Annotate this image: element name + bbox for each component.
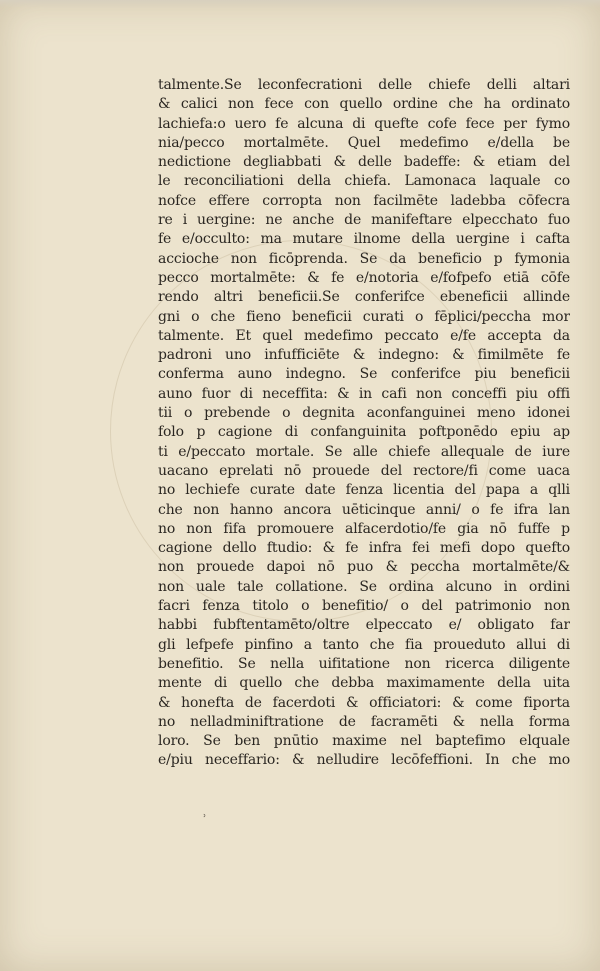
text-line: no lechiefe curate date fenza licentia del papa a qlli	[158, 482, 570, 499]
text-block	[158, 76, 570, 771]
text-line: conferma auno indegno. Se conferifce piu beneficii	[158, 366, 570, 383]
page-edge	[0, 0, 600, 8]
text-line: nofce effere corropta non facilmēte ladebba cōfecra	[158, 192, 570, 209]
text-line: pecco mortalmēte: & fe e/notoria e/fofpefo etiā cōfe	[158, 269, 570, 286]
text-line: rendo altri beneficii.Se conferifce ebeneficii allinde	[158, 289, 570, 306]
text-line: accioche non ficōprenda. Se da beneficio p fymonia	[158, 250, 570, 267]
text-line: mente di quello che debba maximamente della uita	[158, 675, 570, 692]
text-line: lachiefa:o uero fe alcuna di quefte cofe fece per fymo	[158, 115, 570, 132]
text-line: cagione dello ftudio: & fe infra fei mefi dopo quefto	[158, 540, 570, 557]
text-line: fe e/occulto: ma mutare ilnome della uergine i cafta	[158, 231, 570, 248]
text-line: non uale tale collatione. Se ordina alcuno in ordini	[158, 578, 570, 595]
text-line: padroni uno infufficiēte & indegno: & fimilmēte fe	[158, 347, 570, 364]
text-line: gni o che fieno beneficii curati o fēplici/peccha mor	[158, 308, 570, 325]
text-line: benefitio. Se nella uifitatione non ricerca diligente	[158, 655, 570, 672]
text-line: nedictione degliabbati & delle badeffe: & etiam del	[158, 154, 570, 171]
text-line: che non hanno ancora uēticinque anni/ o fe ifra lan	[158, 501, 570, 518]
text-line: gli lefpefe pinfino a tanto che fia proueduto allui di	[158, 636, 570, 653]
text-line: ti e/peccato mortale. Se alle chiefe allequale de iure	[158, 443, 570, 460]
text-line: uacano eprelati nō prouede del rectore/fi come uaca	[158, 462, 570, 479]
text-line: loro. Se ben pnūtio maxime nel baptefimo elquale	[158, 733, 570, 750]
text-line: nia/pecco mortalmēte. Quel medefimo e/della be	[158, 134, 570, 151]
text-line: folo p cagione di confanguinita poftponēdo epiu ap	[158, 424, 570, 441]
stray-ink-mark: ʾ	[203, 812, 207, 826]
text-line: facri fenza titolo o benefitio/ o del patrimonio non	[158, 598, 570, 615]
text-line: auno fuor di neceffita: & in cafi non conceffi piu offi	[158, 385, 570, 402]
text-line: no nelladminiftratione de facramēti & nella forma	[158, 713, 570, 730]
text-line: talmente.Se leconfecrationi delle chiefe delli altari	[158, 77, 570, 93]
text-line: talmente. Et quel medefimo peccato e/fe accepta da	[158, 327, 570, 344]
text-line: & honefta de facerdoti & officiatori: & come fiporta	[158, 694, 570, 711]
text-line: no non fifa promouere alfacerdotio/fe gia nō fuffe p	[158, 520, 570, 537]
text-line: e/piu neceffario: & nelludire lecōfeffioni. In che mo	[158, 752, 570, 769]
text-line: non prouede dapoi nō puo & peccha mortalmēte/&	[158, 559, 570, 576]
text-line: tii o prebende o degnita aconfanguinei meno idonei	[158, 405, 570, 422]
text-line: habbi fubftentamēto/oltre elpeccato e/ obligato far	[158, 617, 570, 634]
text-line: & calici non fece con quello ordine che ha ordinato	[158, 96, 570, 113]
text-line: re i uergine: ne anche de manifeftare elpecchato fuo	[158, 212, 570, 229]
text-line: le reconciliationi della chiefa. Lamonaca laquale co	[158, 173, 570, 190]
